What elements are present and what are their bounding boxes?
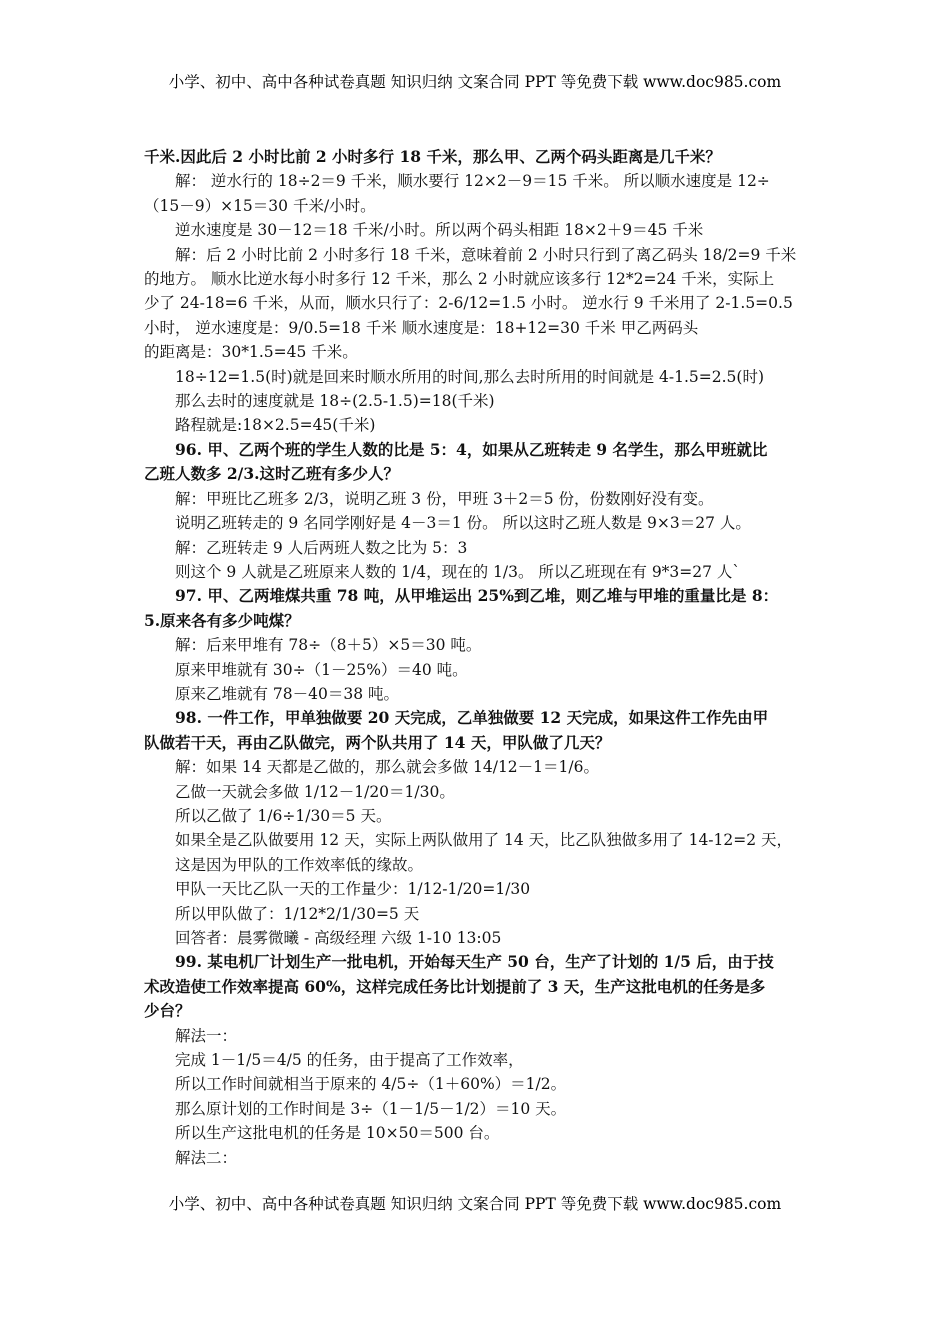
text-line: 解：甲班比乙班多 2/3，说明乙班 3 份，甲班 3＋2＝5 份，份数刚好没有变。 bbox=[175, 489, 714, 508]
text-line: 小时， 逆水速度是：9/0.5=18 千米 顺水速度是：18+12=30 千米 甲乙两码头 bbox=[144, 318, 699, 337]
text-line: （15－9）×15＝30 千米/小时。 bbox=[144, 196, 376, 215]
text-line: 说明乙班转走的 9 名同学刚好是 4－3＝1 份。 所以这时乙班人数是 9×3＝27 人。 bbox=[175, 514, 751, 533]
text-line: 解：如果 14 天都是乙做的，那么就会多做 14/12－1＝1/6。 bbox=[175, 758, 599, 777]
question-line: 乙班人数多 2/3.这时乙班有多少人？ bbox=[144, 464, 400, 484]
text-line: 的地方。 顺水比逆水每小时多行 12 千米，那么 2 小时就应该多行 12*2=24 千米，实际上 bbox=[144, 270, 775, 289]
text-line: 完成 1－1/5＝4/5 的任务，由于提高了工作效率， bbox=[175, 1051, 524, 1070]
text-line: 如果全是乙队做要用 12 天，实际上两队做用了 14 天，比乙队独做多用了 14-12=2 天， bbox=[175, 831, 793, 850]
page-footer: 小学、初中、高中各种试卷真题 知识归纳 文案合同 PPT 等免费下载 www.doc985.com bbox=[168, 1195, 782, 1213]
question-line: 队做若干天，再由乙队做完，两个队共用了 14 天，甲队做了几天？ bbox=[144, 732, 611, 752]
text-line: 18÷12=1.5(时)就是回来时顺水所用的时间,那么去时所用的时间就是 4-1.5=2.5(时) bbox=[175, 367, 765, 386]
question-line: 术改造使工作效率提高 60%，这样完成任务比计划提前了 3 天，生产这批电机的任务是多 bbox=[144, 976, 766, 996]
question-line: 99. 某电机厂计划生产一批电机，开始每天生产 50 台，生产了计划的 1/5 后，由于技 bbox=[175, 952, 774, 972]
text-line: 原来乙堆就有 78－40＝38 吨。 bbox=[175, 684, 400, 703]
text-line: 解法二： bbox=[175, 1148, 238, 1167]
text-line: 甲队一天比乙队一天的工作量少：1/12-1/20=1/30 bbox=[175, 880, 531, 899]
text-line: 回答者：晨雾微曦 - 高级经理 六级 1-10 13:05 bbox=[175, 929, 502, 947]
text-line: 所以生产这批电机的任务是 10×50＝500 台。 bbox=[175, 1124, 500, 1143]
text-line: 的距离是：30*1.5=45 千米。 bbox=[144, 343, 358, 362]
question-line: 98. 一件工作，甲单独做要 20 天完成，乙单独做要 12 天完成，如果这件工作先由甲 bbox=[175, 708, 769, 728]
question-line: 少台？ bbox=[144, 1001, 191, 1021]
text-line: 所以甲队做了：1/12*2/1/30=5 天 bbox=[175, 904, 420, 923]
text-line: 那么原计划的工作时间是 3÷（1－1/5－1/2）＝10 天。 bbox=[175, 1099, 567, 1118]
text-line: 所以乙做了 1/6÷1/30＝5 天。 bbox=[175, 806, 392, 825]
text-line: 解法一： bbox=[175, 1026, 238, 1045]
text-line: 那么去时的速度就是 18÷(2.5-1.5)=18(千米) bbox=[175, 392, 495, 411]
text-line: 所以工作时间就相当于原来的 4/5÷（1＋60%）＝1/2。 bbox=[175, 1075, 567, 1094]
question-line: 千米.因此后 2 小时比前 2 小时多行 18 千米，那么甲、乙两个码头距离是几千米？ bbox=[144, 147, 721, 166]
question-line: 96. 甲、乙两个班的学生人数的比是 5：4，如果从乙班转走 9 名学生，那么甲班就比 bbox=[175, 439, 768, 459]
text-line: 路程就是:18×2.5=45(千米) bbox=[175, 416, 376, 435]
document-body bbox=[144, 145, 810, 1170]
text-line: 少了 24-18=6 千米，从而，顺水只行了：2-6/12=1.5 小时。 逆水行 9 千米用了 2-1.5=0.5 bbox=[144, 294, 793, 313]
question-line: 97. 甲、乙两堆煤共重 78 吨，从甲堆运出 25%到乙堆，则乙堆与甲堆的重量比是 8： bbox=[175, 586, 779, 606]
text-line: 这是因为甲队的工作效率低的缘故。 bbox=[175, 855, 424, 874]
text-line: 则这个 9 人就是乙班原来人数的 1/4，现在的 1/3。 所以乙班现在有 9*3=27 人` bbox=[175, 562, 741, 581]
text-line: 解： 逆水行的 18÷2＝9 千米，顺水要行 12×2－9＝15 千米。 所以顺水速度是 12÷ bbox=[175, 172, 770, 191]
question-line: 5.原来各有多少吨煤？ bbox=[144, 610, 300, 630]
text-line: 逆水速度是 30－12＝18 千米/小时。所以两个码头相距 18×2＋9＝45 千米 bbox=[175, 221, 704, 240]
text-line: 乙做一天就会多做 1/12－1/20＝1/30。 bbox=[175, 782, 455, 801]
text-line: 解：后来甲堆有 78÷（8＋5）×5＝30 吨。 bbox=[175, 636, 482, 655]
text-line: 解：后 2 小时比前 2 小时多行 18 千米，意味着前 2 小时只行到了离乙码头 18/2=9 千米 bbox=[175, 245, 797, 264]
text-line: 原来甲堆就有 30÷（1－25%）＝40 吨。 bbox=[175, 660, 468, 679]
text-line: 解：乙班转走 9 人后两班人数之比为 5：3 bbox=[175, 538, 468, 557]
page-header: 小学、初中、高中各种试卷真题 知识归纳 文案合同 PPT 等免费下载 www.doc985.com bbox=[168, 73, 782, 91]
